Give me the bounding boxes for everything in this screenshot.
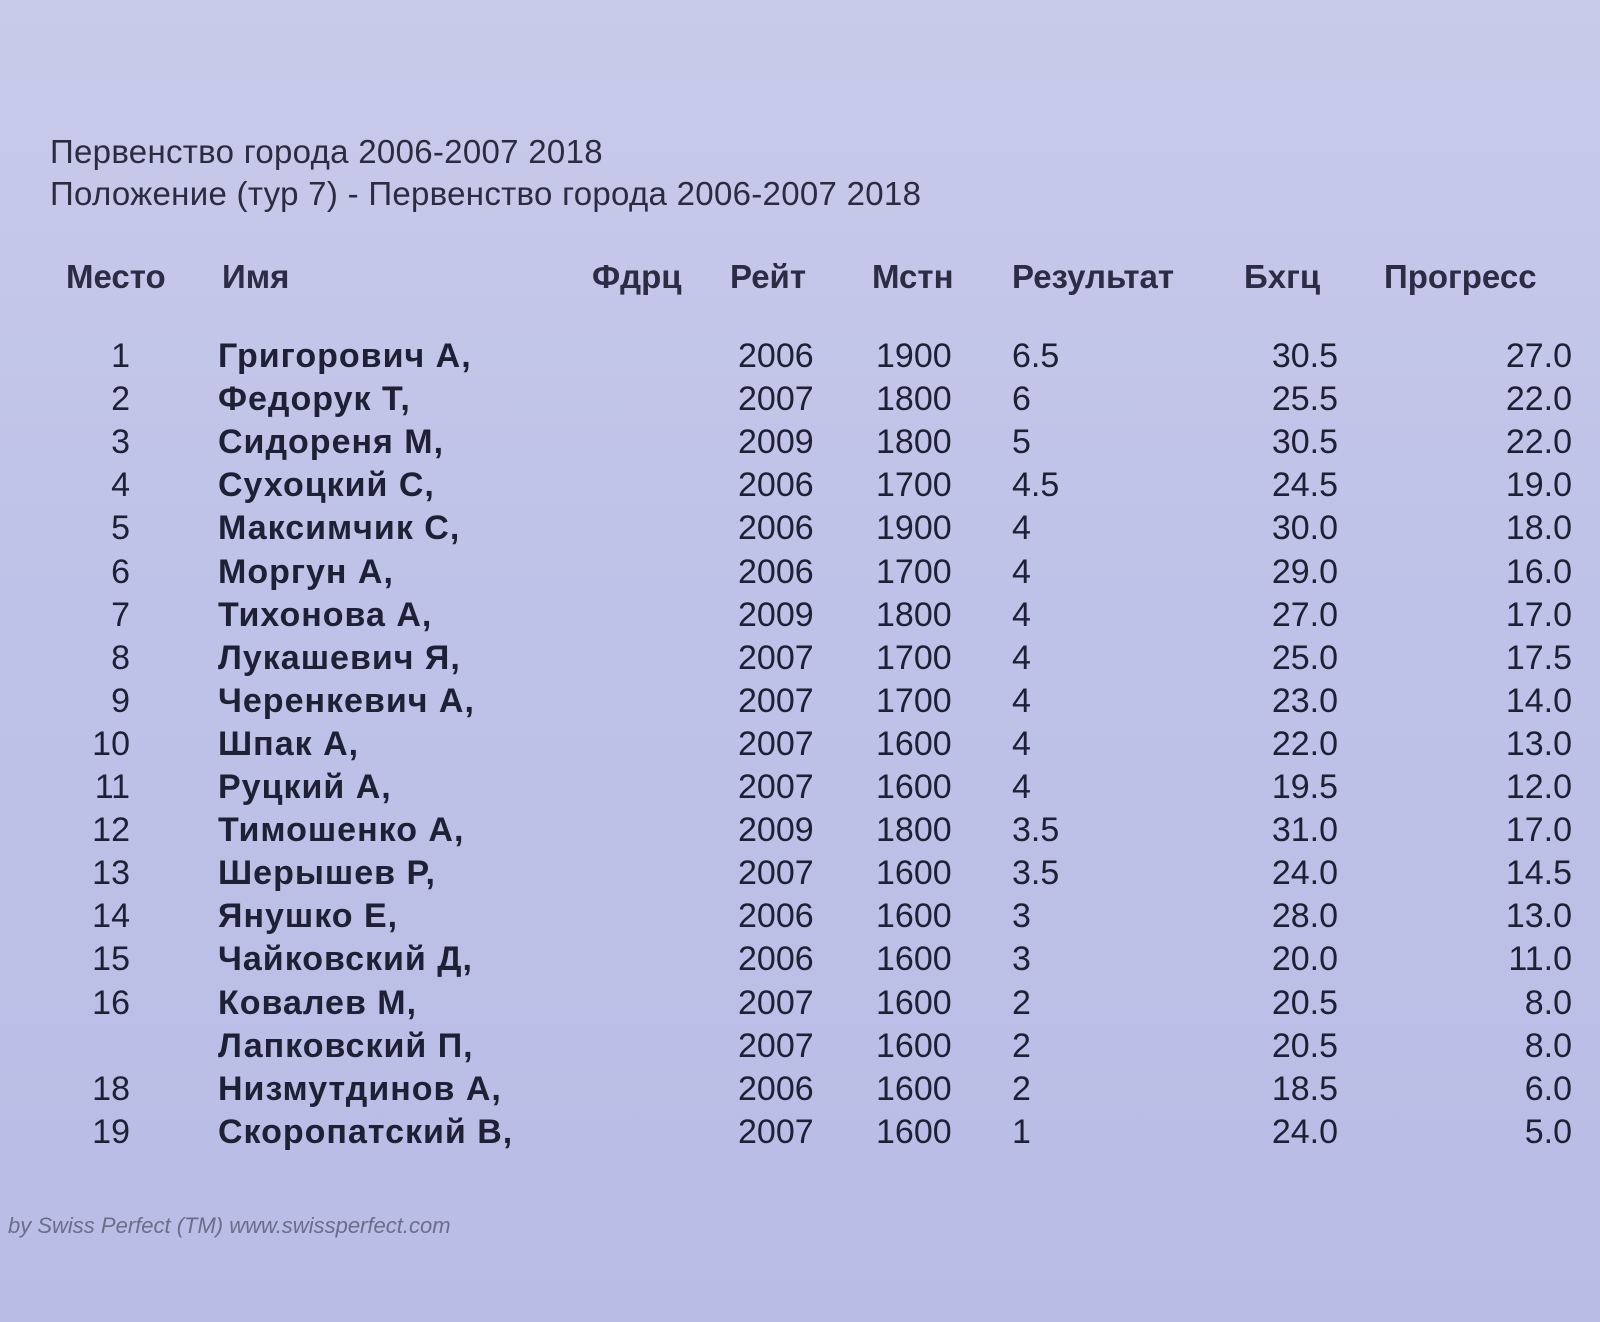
- cell-rating: 1900: [876, 337, 952, 375]
- cell-year: 2009: [738, 811, 814, 850]
- cell-place: 5: [111, 509, 130, 548]
- cell-year: 2006: [738, 940, 814, 979]
- cell-rating: 1600: [876, 1026, 952, 1065]
- cell-progress: 22.0: [1505, 423, 1572, 462]
- cell-buchholz: 27.0: [1271, 595, 1338, 634]
- cell-result: 4: [1012, 768, 1031, 806]
- cell-buchholz: 20.5: [1271, 1026, 1338, 1065]
- cell-name: Шерышев Р,: [218, 854, 436, 893]
- cell-name: Чайковский Д,: [218, 940, 473, 979]
- cell-rating: 1600: [876, 897, 952, 936]
- table-row: [0, 940, 1600, 982]
- table-row: [0, 1113, 1600, 1155]
- cell-buchholz: 23.0: [1271, 681, 1338, 720]
- cell-year: 2007: [738, 983, 814, 1022]
- table-row: [0, 1070, 1600, 1112]
- cell-rating: 1600: [876, 854, 952, 893]
- cell-name: Тихонова А,: [218, 595, 433, 634]
- table-row: [0, 596, 1600, 638]
- column-header-buchholz: Бхгц: [1244, 258, 1321, 295]
- cell-result: 6: [1012, 380, 1031, 419]
- cell-result: 4: [1012, 552, 1031, 591]
- cell-year: 2009: [738, 595, 814, 634]
- table-row: [0, 897, 1600, 939]
- table-row: [0, 725, 1600, 767]
- cell-progress: 11.0: [1508, 940, 1572, 979]
- cell-place: 7: [111, 595, 130, 634]
- cell-rating: 1600: [876, 1069, 952, 1108]
- cell-place: 19: [92, 1112, 130, 1151]
- cell-place: 16: [92, 983, 130, 1022]
- cell-year: 2006: [738, 1069, 814, 1108]
- cell-rating: 1600: [876, 940, 952, 979]
- cell-name: Ковалев М,: [218, 983, 418, 1022]
- cell-progress: 12.0: [1505, 768, 1572, 806]
- table-row: [0, 682, 1600, 724]
- cell-year: 2007: [738, 724, 814, 763]
- cell-rating: 1700: [876, 552, 952, 591]
- cell-place: 1: [111, 337, 130, 375]
- cell-result: 4: [1012, 681, 1031, 720]
- cell-name: Лапковский П,: [218, 1026, 474, 1065]
- cell-place: 2: [111, 380, 130, 419]
- cell-buchholz: 20.0: [1271, 940, 1338, 979]
- cell-buchholz: 18.5: [1271, 1069, 1338, 1108]
- cell-progress: 17.5: [1505, 638, 1572, 677]
- cell-progress: 8.0: [1524, 983, 1572, 1022]
- cell-name: Сидореня М,: [218, 423, 445, 462]
- cell-rating: 1600: [876, 983, 952, 1022]
- cell-result: 4.5: [1012, 466, 1060, 505]
- cell-place: 12: [92, 811, 130, 850]
- table-row: [0, 854, 1600, 896]
- cell-place: 4: [111, 466, 130, 505]
- cell-progress: 18.0: [1505, 509, 1572, 548]
- cell-name: Тимошенко А,: [218, 811, 465, 850]
- cell-name: Руцкий А,: [218, 768, 392, 806]
- table-row: [0, 423, 1600, 465]
- cell-year: 2006: [738, 466, 814, 505]
- cell-year: 2006: [738, 509, 814, 548]
- table-row: [0, 811, 1600, 853]
- cell-year: 2007: [738, 380, 814, 419]
- cell-place: 18: [92, 1069, 130, 1108]
- cell-progress: 17.0: [1505, 595, 1572, 634]
- cell-year: 2007: [738, 854, 814, 893]
- cell-year: 2006: [738, 897, 814, 936]
- cell-buchholz: 28.0: [1271, 897, 1338, 936]
- cell-buchholz: 24.0: [1271, 1112, 1338, 1151]
- cell-buchholz: 31.0: [1271, 811, 1338, 850]
- cell-year: 2007: [738, 638, 814, 677]
- cell-name: Скоропатский В,: [218, 1112, 514, 1151]
- table-row: [0, 553, 1600, 595]
- column-header-name: Имя: [222, 258, 290, 295]
- cell-name: Федорук Т,: [218, 380, 411, 419]
- cell-buchholz: 30.5: [1271, 337, 1338, 375]
- cell-progress: 16.0: [1505, 552, 1572, 591]
- cell-progress: 22.0: [1505, 380, 1572, 419]
- cell-rating: 1700: [876, 466, 952, 505]
- cell-name: Низмутдинов А,: [218, 1069, 502, 1108]
- cell-result: 3.5: [1012, 854, 1060, 893]
- cell-buchholz: 24.0: [1271, 854, 1338, 893]
- cell-place: 13: [92, 854, 130, 893]
- cell-result: 2: [1012, 983, 1031, 1022]
- cell-buchholz: 24.5: [1271, 466, 1338, 505]
- cell-result: 4: [1012, 595, 1031, 634]
- column-header-result: Результат: [1012, 258, 1175, 295]
- column-header-progress: Прогресс: [1384, 258, 1537, 295]
- cell-progress: 6.0: [1524, 1069, 1572, 1108]
- cell-rating: 1600: [876, 1112, 952, 1151]
- table-row: [0, 984, 1600, 1026]
- cell-result: 3.5: [1012, 811, 1060, 850]
- cell-rating: 1700: [876, 681, 952, 720]
- cell-result: 3: [1012, 897, 1031, 936]
- cell-buchholz: 22.0: [1271, 724, 1338, 763]
- cell-progress: 8.0: [1524, 1026, 1572, 1065]
- cell-result: 2: [1012, 1069, 1031, 1108]
- cell-progress: 17.0: [1505, 811, 1572, 850]
- cell-place: 11: [94, 768, 130, 806]
- cell-year: 2006: [738, 337, 814, 375]
- cell-name: Сухоцкий С,: [218, 466, 435, 505]
- cell-progress: 27.0: [1505, 337, 1572, 375]
- cell-progress: 14.5: [1505, 854, 1572, 893]
- table-row: [0, 1027, 1600, 1069]
- column-header-place: Место: [66, 258, 166, 295]
- cell-rating: 1800: [876, 595, 952, 634]
- cell-progress: 19.0: [1505, 466, 1572, 505]
- column-header-rating: Рейт: [730, 258, 806, 295]
- cell-buchholz: 25.0: [1271, 638, 1338, 677]
- cell-name: Лукашевич Я,: [218, 638, 461, 677]
- cell-result: 5: [1012, 423, 1031, 462]
- table-row: [0, 337, 1600, 379]
- cell-year: 2007: [738, 768, 814, 806]
- table-row: [0, 380, 1600, 422]
- cell-result: 2: [1012, 1026, 1031, 1065]
- cell-place: 10: [92, 724, 130, 763]
- cell-rating: 1800: [876, 423, 952, 462]
- cell-rating: 1600: [876, 724, 952, 763]
- cell-year: 2006: [738, 552, 814, 591]
- cell-name: Моргун А,: [218, 552, 394, 591]
- cell-name: Максимчик С,: [218, 509, 461, 548]
- cell-year: 2007: [738, 681, 814, 720]
- cell-progress: 13.0: [1505, 724, 1572, 763]
- cell-buchholz: 30.5: [1271, 423, 1338, 462]
- cell-result: 3: [1012, 940, 1031, 979]
- cell-year: 2009: [738, 423, 814, 462]
- cell-result: 4: [1012, 724, 1031, 763]
- cell-name: Шпак А,: [218, 724, 360, 763]
- cell-rating: 1800: [876, 811, 952, 850]
- cell-result: 4: [1012, 638, 1031, 677]
- footer-credit: by Swiss Perfect (TM) www.swissperfect.com: [8, 1213, 451, 1238]
- cell-name: Григорович А,: [218, 337, 472, 375]
- cell-rating: 1900: [876, 509, 952, 548]
- table-row: [0, 639, 1600, 681]
- cell-place: 14: [92, 897, 130, 936]
- cell-place: 6: [111, 552, 130, 591]
- cell-buchholz: 30.0: [1271, 509, 1338, 548]
- table-row: [0, 768, 1600, 810]
- cell-buchholz: 25.5: [1271, 380, 1338, 419]
- page-subtitle: Положение (тур 7) - Первенство города 2006-2007 2018: [50, 175, 922, 212]
- cell-buchholz: 20.5: [1271, 983, 1338, 1022]
- cell-result: 6.5: [1012, 337, 1060, 375]
- cell-rating: 1700: [876, 638, 952, 677]
- column-header-local: Мстн: [872, 258, 954, 295]
- cell-buchholz: 29.0: [1271, 552, 1338, 591]
- cell-place: 8: [111, 638, 130, 677]
- cell-progress: 14.0: [1505, 681, 1572, 720]
- page-title: Первенство города 2006-2007 2018: [50, 133, 603, 170]
- column-header-fed: Фдрц: [592, 258, 682, 295]
- cell-result: 1: [1012, 1112, 1031, 1151]
- cell-progress: 13.0: [1505, 897, 1572, 936]
- cell-place: 9: [111, 681, 130, 720]
- cell-name: Янушко Е,: [218, 897, 399, 936]
- cell-year: 2007: [738, 1112, 814, 1151]
- cell-rating: 1600: [876, 768, 952, 806]
- cell-rating: 1800: [876, 380, 952, 419]
- table-row: [0, 509, 1600, 551]
- cell-place: 3: [111, 423, 130, 462]
- cell-name: Черенкевич А,: [218, 681, 475, 720]
- table-row: [0, 466, 1600, 508]
- cell-buchholz: 19.5: [1271, 768, 1338, 806]
- cell-progress: 5.0: [1524, 1112, 1572, 1151]
- cell-place: 15: [92, 940, 130, 979]
- cell-year: 2007: [738, 1026, 814, 1065]
- cell-result: 4: [1012, 509, 1031, 548]
